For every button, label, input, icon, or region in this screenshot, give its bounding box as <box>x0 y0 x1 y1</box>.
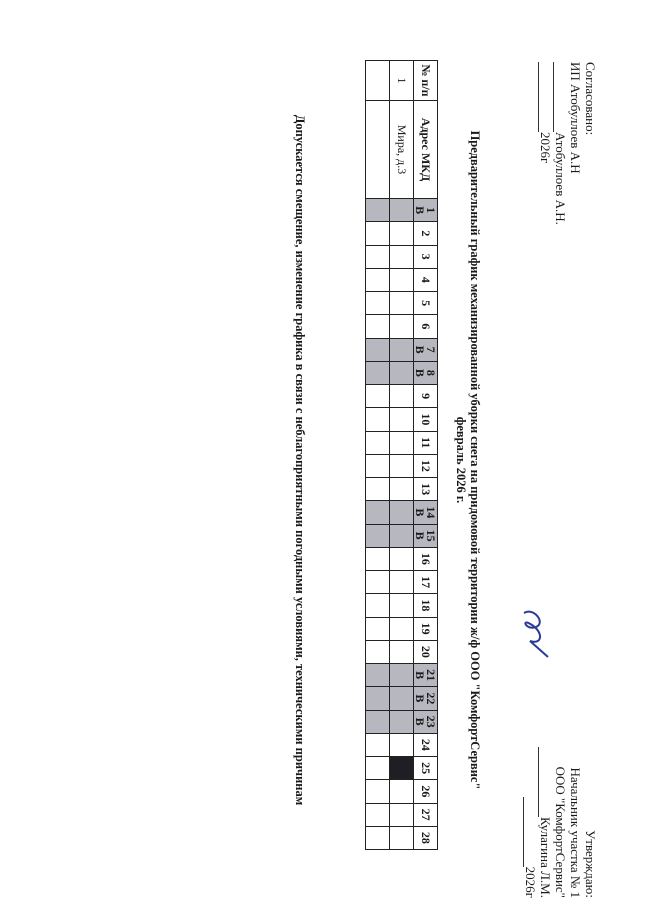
document-title <box>454 60 482 860</box>
approval-right-org: ООО "КомфортСервис" <box>553 766 568 898</box>
day-header-23 <box>414 710 438 733</box>
day-number: 8 <box>424 369 439 376</box>
day-cell-17 <box>390 571 414 594</box>
day-header-22 <box>414 687 438 710</box>
schedule-table <box>365 60 438 850</box>
day-cell-25 <box>366 757 390 780</box>
day-cell-6 <box>390 315 414 338</box>
day-cell-15 <box>390 524 414 547</box>
day-number: 18 <box>419 599 433 612</box>
day-number: 11 <box>419 436 433 449</box>
day-header-15 <box>414 524 438 547</box>
day-cell-28 <box>390 826 414 849</box>
day-cell-16 <box>390 547 414 570</box>
day-cell-20 <box>390 640 414 663</box>
approval-right-name: Кулагина Л.М. <box>538 816 553 898</box>
day-cell-15 <box>366 524 390 547</box>
day-header-14 <box>414 501 438 524</box>
day-number: 1 <box>424 207 439 214</box>
day-cell-6 <box>366 315 390 338</box>
day-number: 6 <box>419 323 433 330</box>
day-number: 14 <box>424 506 439 519</box>
day-cell-19 <box>366 617 390 640</box>
day-number: 5 <box>419 300 433 307</box>
day-cell-26 <box>366 780 390 803</box>
day-header-3 <box>414 245 438 268</box>
day-header-6 <box>414 315 438 338</box>
day-header-26 <box>414 780 438 803</box>
col-num-header: № п/п <box>414 61 438 101</box>
day-cell-7 <box>390 338 414 361</box>
day-cell-19 <box>390 617 414 640</box>
weekend-mark: В <box>413 508 428 517</box>
day-number: 9 <box>419 393 433 400</box>
day-number: 10 <box>419 413 433 426</box>
day-header-25 <box>414 757 438 780</box>
day-cell-5 <box>366 292 390 315</box>
day-cell-10 <box>390 408 414 431</box>
day-number: 20 <box>419 645 433 658</box>
approval-left-name: Атобуллоев А.Н. <box>553 132 568 225</box>
approval-left-org: ИП Атобуллоев А.Н <box>568 62 583 174</box>
day-number: 7 <box>424 346 439 353</box>
day-cell-24 <box>390 733 414 756</box>
day-header-21 <box>414 664 438 687</box>
day-cell-4 <box>366 268 390 291</box>
weekend-mark: В <box>413 206 428 215</box>
day-cell-22 <box>390 687 414 710</box>
row-num <box>366 61 390 101</box>
day-header-28 <box>414 826 438 849</box>
day-header-7 <box>414 338 438 361</box>
day-header-1 <box>414 199 438 222</box>
day-cell-1 <box>390 199 414 222</box>
day-header-11 <box>414 431 438 454</box>
day-cell-14 <box>366 501 390 524</box>
day-cell-28 <box>366 826 390 849</box>
day-cell-12 <box>366 454 390 477</box>
day-number: 16 <box>419 552 433 565</box>
approval-right-year: 2026г <box>523 866 538 898</box>
day-number: 12 <box>419 459 433 472</box>
day-header-17 <box>414 571 438 594</box>
day-number: 23 <box>424 715 439 728</box>
day-cell-10 <box>366 408 390 431</box>
day-cell-3 <box>366 245 390 268</box>
day-cell-27 <box>366 803 390 826</box>
day-header-16 <box>414 547 438 570</box>
day-cell-11 <box>390 431 414 454</box>
day-number: 4 <box>419 276 433 283</box>
day-cell-24 <box>366 733 390 756</box>
day-number: 22 <box>424 692 439 705</box>
day-header-24 <box>414 733 438 756</box>
day-cell-21 <box>366 664 390 687</box>
signature-line-right <box>538 747 551 817</box>
row-num: 1 <box>390 61 414 101</box>
col-address-header: Адрес МКД <box>414 101 438 199</box>
day-cell-14 <box>390 501 414 524</box>
day-header-27 <box>414 803 438 826</box>
handwritten-signature <box>514 605 554 665</box>
approval-block-right <box>523 698 598 898</box>
day-header-12 <box>414 454 438 477</box>
footer-note: Допускается смещение, изменение графика в связи с неблагоприятными погодными условиями, техническими причинам <box>293 114 307 806</box>
weekend-mark: В <box>413 671 428 680</box>
day-number: 13 <box>419 483 433 496</box>
day-cell-9 <box>366 385 390 408</box>
day-cell-25 <box>390 757 414 780</box>
day-cell-20 <box>366 640 390 663</box>
day-header-5 <box>414 292 438 315</box>
day-header-2 <box>414 222 438 245</box>
approval-left-year: 2026г <box>538 132 553 164</box>
day-header-20 <box>414 640 438 663</box>
day-cell-12 <box>390 454 414 477</box>
day-cell-22 <box>366 687 390 710</box>
day-cell-13 <box>366 478 390 501</box>
day-cell-21 <box>390 664 414 687</box>
day-cell-7 <box>366 338 390 361</box>
weekend-mark: В <box>413 694 428 703</box>
day-cell-18 <box>366 594 390 617</box>
day-cell-2 <box>366 222 390 245</box>
day-number: 28 <box>419 831 433 844</box>
day-cell-27 <box>390 803 414 826</box>
table-row <box>390 61 414 850</box>
day-cell-13 <box>390 478 414 501</box>
day-number: 2 <box>419 230 433 237</box>
approval-right-position: Начальник участка № 1 <box>568 767 583 898</box>
day-cell-9 <box>390 385 414 408</box>
day-number: 17 <box>419 576 433 589</box>
day-header-19 <box>414 617 438 640</box>
day-header-13 <box>414 478 438 501</box>
signature-line-left <box>553 62 566 132</box>
date-line-left <box>538 62 551 132</box>
day-cell-5 <box>390 292 414 315</box>
day-cell-2 <box>390 222 414 245</box>
day-cell-4 <box>390 268 414 291</box>
weekend-mark: В <box>413 345 428 354</box>
day-number: 27 <box>419 808 433 821</box>
day-cell-3 <box>390 245 414 268</box>
day-cell-26 <box>390 780 414 803</box>
day-header-4 <box>414 268 438 291</box>
title-line-2: февраль 2026 г. <box>454 416 468 504</box>
day-cell-16 <box>366 547 390 570</box>
day-number: 19 <box>419 622 433 635</box>
row-address <box>366 101 390 199</box>
approval-left-label: Согласовано: <box>583 62 598 136</box>
row-address: Мира, д.3 <box>390 101 414 199</box>
day-header-8 <box>414 361 438 384</box>
approval-block-left <box>538 62 598 225</box>
day-number: 15 <box>424 529 439 542</box>
day-number: 21 <box>424 669 439 682</box>
title-line-1: Предварительный график механизированной уборки снега на придомовой территории ж/ф ООО "КомфортСервис" <box>468 130 482 790</box>
approval-right-label: Утверждаю: <box>583 830 598 898</box>
date-line-right <box>523 797 536 867</box>
day-cell-18 <box>390 594 414 617</box>
day-number: 24 <box>419 738 433 751</box>
weekend-mark: В <box>413 531 428 540</box>
day-header-9 <box>414 385 438 408</box>
day-cell-8 <box>366 361 390 384</box>
day-number: 3 <box>419 253 433 260</box>
day-cell-8 <box>390 361 414 384</box>
day-cell-23 <box>366 710 390 733</box>
day-number: 26 <box>419 785 433 798</box>
day-header-10 <box>414 408 438 431</box>
day-cell-1 <box>366 199 390 222</box>
weekend-mark: В <box>413 717 428 726</box>
day-header-18 <box>414 594 438 617</box>
day-cell-23 <box>390 710 414 733</box>
table-row <box>366 61 390 850</box>
day-cell-17 <box>366 571 390 594</box>
day-cell-11 <box>366 431 390 454</box>
schedule-header-row <box>414 61 438 850</box>
weekend-mark: В <box>413 368 428 377</box>
day-number: 25 <box>419 762 433 775</box>
